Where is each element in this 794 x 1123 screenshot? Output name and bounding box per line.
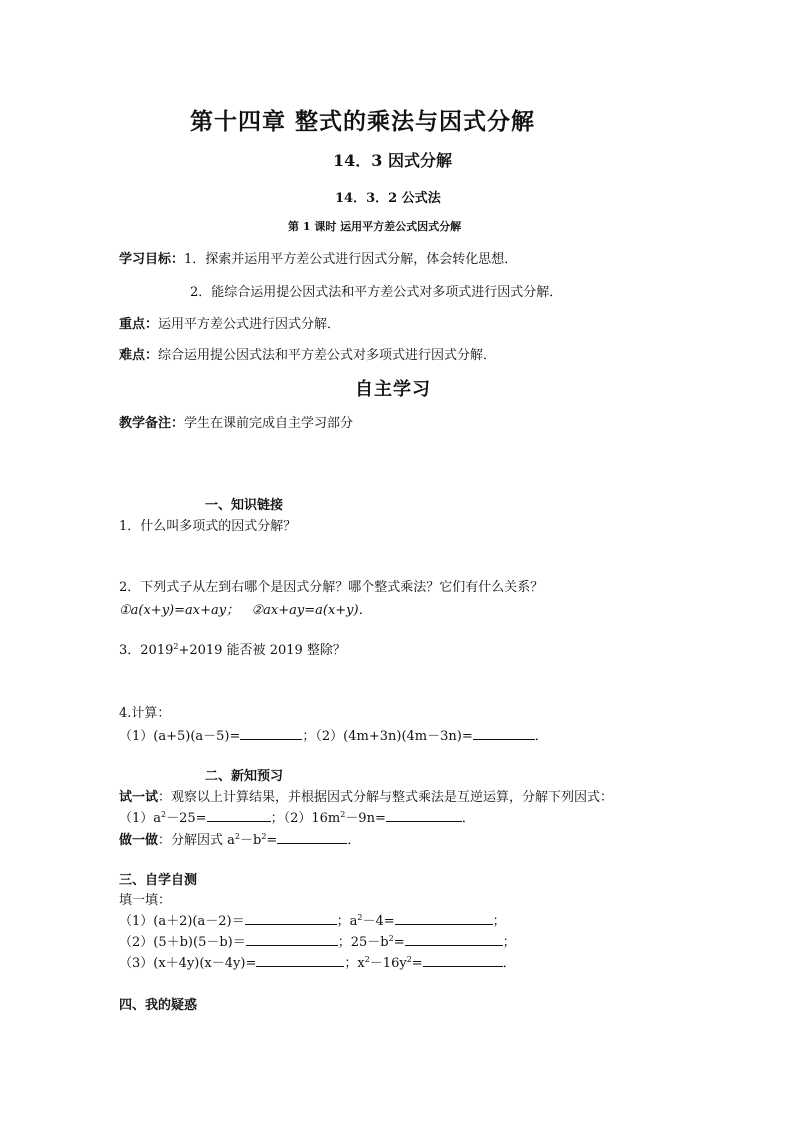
- do-it-exponent-1: 2: [234, 832, 240, 841]
- difficulty-text: 综合运用提公因式法和平方差公式对多项式进行因式分解．: [158, 348, 497, 363]
- answer-blank[interactable]: [386, 810, 462, 822]
- fill-row-1-right: ；a: [336, 914, 358, 929]
- fill-row-2-right-rest: =: [393, 935, 405, 950]
- fill-row-3-left: （3）(x＋4y)(x－4y)=: [119, 956, 257, 971]
- try-it-text: ：观察以上计算结果，并根据因式分解与整式乘法是互逆运算，分解下列因式：: [158, 790, 614, 805]
- fill-row-3-end: ．: [502, 956, 516, 971]
- fill-row-1-left: （1）(a＋2)(a－2)＝: [119, 914, 245, 929]
- question-3: [119, 639, 346, 658]
- fill-row-3-right-rest: =: [411, 956, 423, 971]
- fill-row-2-exponent: 2: [388, 934, 394, 943]
- answer-blank[interactable]: [240, 728, 302, 740]
- try-b-base: ；（2）16m: [270, 811, 341, 826]
- question-3-base: 3．2019: [119, 643, 174, 658]
- objectives-line-1: [119, 248, 517, 267]
- do-it-label: 做一做: [119, 833, 159, 848]
- question-1: 1．什么叫多项式的因式分解？: [119, 519, 297, 534]
- fill-row-1-end: ；: [492, 914, 506, 929]
- answer-blank[interactable]: [246, 934, 338, 946]
- fill-row-3-mid: －16y: [369, 956, 407, 971]
- question-2-option-2: ②ax+ay=a(x+y)．: [251, 603, 372, 618]
- question-2: 2．下列式子从左到右哪个是因式分解？哪个整式乘法？它们有什么关系？: [119, 580, 544, 595]
- question-2-option-1: ①a(x+y)=ax+ay；: [119, 603, 240, 618]
- part2-heading: 二、新知预习: [205, 769, 284, 784]
- answer-blank[interactable]: [395, 913, 493, 925]
- question-4-label: 4.计算：: [119, 706, 171, 721]
- difficulty-label: 难点：: [119, 348, 159, 363]
- fill-row-3-exponent-1: 2: [364, 955, 370, 964]
- do-it-mid: －b: [240, 833, 262, 848]
- do-it-text: ：分解因式 a: [158, 833, 235, 848]
- question-3-exponent: 2: [173, 642, 179, 651]
- try-it: [119, 786, 613, 805]
- do-it-equals: =: [266, 833, 278, 848]
- do-it-end: ．: [347, 833, 361, 848]
- answer-blank[interactable]: [405, 934, 503, 946]
- answer-blank[interactable]: [245, 913, 337, 925]
- fill-row-2: [119, 931, 516, 950]
- section-title: 14．3 因式分解: [333, 151, 452, 170]
- fill-row-3-exponent-2: 2: [406, 955, 412, 964]
- answer-blank[interactable]: [277, 832, 347, 844]
- question-2-options: [119, 599, 372, 618]
- objectives-label: 学习目标：: [119, 252, 185, 267]
- fill-row-3-right: ；x: [344, 956, 365, 971]
- try-b-exponent: 2: [340, 810, 346, 819]
- answer-blank[interactable]: [473, 728, 535, 740]
- try-b-rest: －9n=: [345, 811, 386, 826]
- question-4: [119, 725, 548, 744]
- fill-row-2-end: ；: [502, 935, 516, 950]
- question-3-rest: +2019 能否被 2019 整除？: [178, 643, 346, 658]
- fill-row-1: [119, 910, 506, 929]
- try-end: ．: [461, 811, 475, 826]
- answer-blank[interactable]: [256, 955, 344, 967]
- part3-heading: 三、自学自测: [119, 873, 198, 888]
- fill-row-2-left: （2）(5＋b)(5－b)＝: [119, 935, 246, 950]
- fill-row-3: [119, 952, 516, 971]
- fill-row-1-exponent: 2: [357, 913, 363, 922]
- question-4-part-2: ；（2）(4m+3n)(4m－3n)=: [302, 729, 473, 744]
- fill-label: 填一填：: [119, 893, 172, 908]
- try-a-exponent: 2: [161, 810, 167, 819]
- key-point: [119, 313, 340, 332]
- teaching-note-label: 教学备注：: [119, 416, 185, 431]
- try-a-base: （1）a: [119, 811, 162, 826]
- objective-item-1: 1．探索并运用平方差公式进行因式分解，体会转化思想．: [184, 252, 518, 267]
- part1-heading: 一、知识链接: [205, 498, 284, 513]
- key-point-text: 运用平方差公式进行因式分解．: [158, 317, 341, 332]
- teaching-note: [119, 412, 353, 431]
- do-it: [119, 829, 360, 848]
- do-it-exponent-2: 2: [261, 832, 267, 841]
- question-4-part-1: （1）(a+5)(a－5)=: [119, 729, 241, 744]
- answer-blank[interactable]: [423, 955, 503, 967]
- try-it-problems: [119, 807, 475, 826]
- difficulty: [119, 344, 496, 363]
- question-4-end: ．: [534, 729, 548, 744]
- fill-row-2-right: ；25－b: [337, 935, 389, 950]
- teaching-note-text: 学生在课前完成自主学习部分: [184, 416, 354, 431]
- subsection-title: 14．3．2 公式法: [335, 191, 441, 206]
- chapter-title: 第十四章 整式的乘法与因式分解: [190, 108, 536, 135]
- objective-item-2: 2．能综合运用提公因式法和平方差公式对多项式进行因式分解．: [190, 285, 563, 300]
- lesson-title: 第 1 课时 运用平方差公式因式分解: [288, 220, 462, 233]
- try-a-rest: －25=: [166, 811, 207, 826]
- try-it-label: 试一试: [119, 790, 159, 805]
- fill-row-1-right-rest: －4=: [362, 914, 395, 929]
- answer-blank[interactable]: [207, 810, 271, 822]
- part4-heading: 四、我的疑惑: [119, 998, 198, 1013]
- key-point-label: 重点：: [119, 317, 159, 332]
- self-study-title: 自主学习: [355, 379, 431, 400]
